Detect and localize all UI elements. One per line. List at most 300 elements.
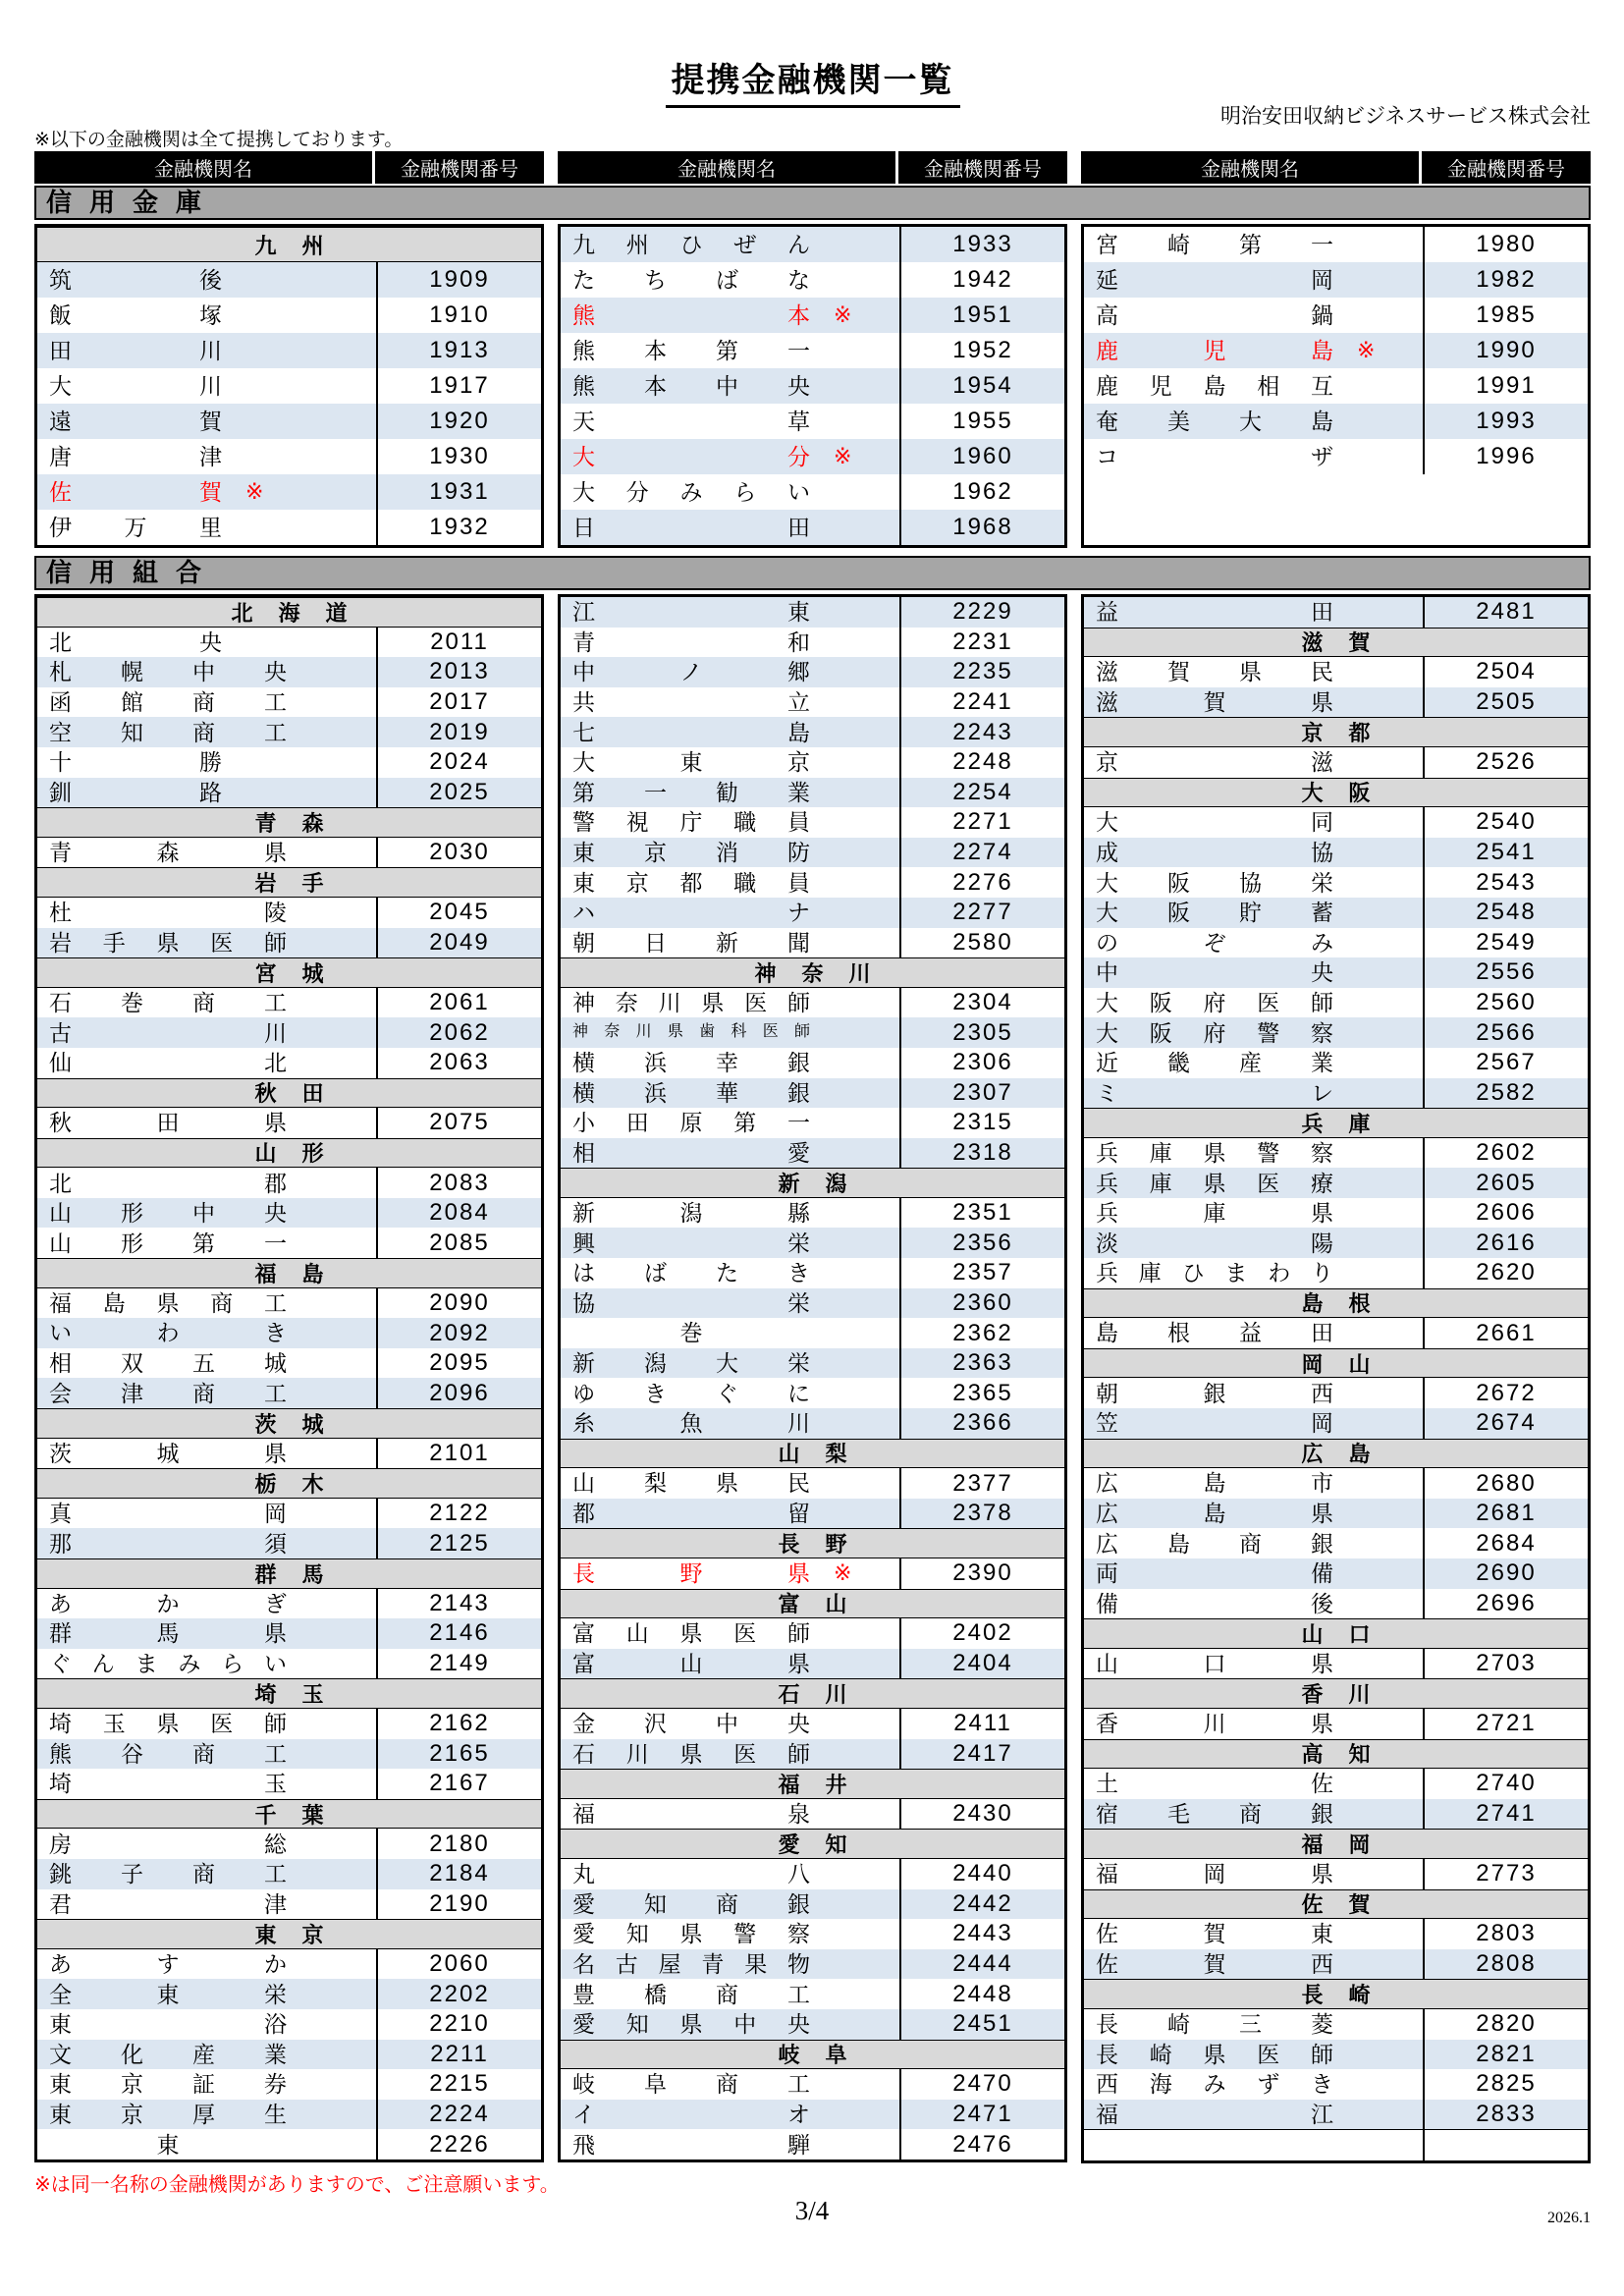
institution-code: 2825 [1476, 2070, 1537, 2098]
institution-code: 2580 [952, 928, 1013, 956]
institution-name: 兵庫県 [1096, 1200, 1333, 1227]
institution-code: 2276 [952, 868, 1013, 896]
institution-code: 2045 [429, 899, 490, 926]
institution-code: 2019 [429, 718, 490, 745]
institution-name: 大分 [572, 443, 810, 469]
same-name-mark: ※ [245, 479, 264, 504]
institution-name: 仙北 [49, 1050, 287, 1076]
name-cell [561, 1378, 901, 1408]
institution-code: 2013 [429, 658, 490, 685]
table-row [37, 1288, 541, 1319]
region-header: 島根 [1084, 1288, 1588, 1319]
institution-code: 1962 [952, 478, 1013, 505]
table-row [37, 439, 541, 474]
institution-code: 2149 [429, 1650, 490, 1677]
region-header: 新潟 [561, 1168, 1064, 1198]
name-cell [37, 1378, 378, 1408]
institution-code: 2616 [1476, 1229, 1537, 1256]
region-header: 岐阜 [561, 2040, 1064, 2070]
name-cell [561, 2069, 901, 2100]
institution-name: 大川 [49, 372, 222, 399]
name-cell [561, 404, 901, 439]
name-cell [1084, 1408, 1425, 1439]
table-row [561, 628, 1064, 658]
name-cell [37, 1528, 378, 1558]
name-cell [37, 657, 378, 687]
table-row [561, 1108, 1064, 1138]
name-cell [1084, 262, 1425, 298]
table-row [37, 1859, 541, 1889]
table-row [561, 1318, 1064, 1348]
table-row [37, 368, 541, 404]
table-row [561, 1859, 1064, 1889]
table-row [561, 298, 1064, 333]
institution-name: 第一勧業 [572, 779, 810, 805]
name-cell [37, 1949, 378, 1980]
institution-code: 1955 [952, 408, 1013, 434]
institution-code: 2243 [952, 718, 1013, 745]
table-row [1084, 1408, 1588, 1439]
region-header: 山梨 [561, 1439, 1064, 1469]
institution-code: 2304 [952, 989, 1013, 1016]
name-cell [37, 2100, 378, 2130]
table-row [1084, 1799, 1588, 1830]
table-row [561, 1709, 1064, 1739]
institution-code: 2674 [1476, 1409, 1537, 1437]
institution-code: 2443 [952, 1920, 1013, 1947]
institution-code: 2017 [429, 688, 490, 716]
institution-name: 広島商銀 [1096, 1530, 1333, 1557]
institution-name: 群馬県 [49, 1620, 287, 1647]
institution-name: 兵庫県医療 [1096, 1170, 1333, 1196]
name-cell [37, 1017, 378, 1048]
institution-name: 熊本中央 [572, 372, 810, 399]
table-row [37, 988, 541, 1018]
table-row [1084, 2009, 1588, 2040]
institution-name: 大阪貯蓄 [1096, 900, 1333, 926]
institution-code: 2548 [1476, 899, 1537, 926]
institution-name: 釧路 [49, 779, 222, 805]
name-cell [1084, 1649, 1425, 1679]
table-row [1084, 1138, 1588, 1169]
institution-code: 2307 [952, 1078, 1013, 1106]
name-cell [561, 1228, 901, 1258]
name-cell [1084, 1799, 1425, 1830]
table-row [561, 1378, 1064, 1408]
institution-name: 糸魚川 [572, 1410, 810, 1437]
header-institution-name: 金融機関名 [34, 151, 375, 184]
name-cell [37, 1288, 378, 1319]
region-header: 山口 [1084, 1618, 1588, 1649]
table-row [37, 838, 541, 868]
institution-code: 2681 [1476, 1500, 1537, 1527]
name-cell [1084, 597, 1425, 628]
name-cell [561, 1258, 901, 1288]
table-row [561, 1889, 1064, 1920]
region-header: 愛知 [561, 1829, 1064, 1859]
institution-code: 2224 [429, 2100, 490, 2127]
table-row [561, 928, 1064, 958]
table-row [561, 1017, 1064, 1048]
region-header: 長野 [561, 1528, 1064, 1558]
institution-code: 1952 [952, 337, 1013, 363]
name-cell [561, 1859, 901, 1889]
header-institution-name: 金融機関名 [558, 151, 898, 184]
institution-name: 延岡 [1096, 266, 1333, 293]
name-cell [561, 1138, 901, 1169]
institution-name: 青森県 [49, 839, 287, 865]
table-row [37, 1017, 541, 1048]
table-row [37, 2100, 541, 2130]
table-row [1084, 1048, 1588, 1078]
region-header: 山形 [37, 1138, 541, 1169]
institution-code: 1930 [429, 443, 490, 469]
name-cell [561, 1799, 901, 1830]
table-row [561, 867, 1064, 898]
table-row [37, 747, 541, 778]
name-cell [37, 928, 378, 958]
institution-code: 1931 [429, 478, 490, 505]
institution-code: 2661 [1476, 1319, 1537, 1346]
region-header: 富山 [561, 1589, 1064, 1619]
name-cell [37, 898, 378, 928]
table-row [1084, 957, 1588, 988]
institution-code: 2833 [1476, 2100, 1537, 2127]
institution-code: 2363 [952, 1349, 1013, 1377]
table-row [1084, 1949, 1588, 1980]
section-bar-shinkin: 信用金庫 [34, 186, 1591, 220]
institution-table [1081, 594, 1591, 2163]
region-header: 青森 [37, 807, 541, 838]
table-row [37, 1499, 541, 1529]
institution-name: ミレ [1096, 1079, 1333, 1106]
name-cell [561, 1017, 901, 1048]
institution-name: 共立 [572, 689, 810, 715]
institution-name: 大同 [1096, 809, 1333, 836]
institution-name: 朝日新聞 [572, 929, 810, 956]
table-row [561, 1258, 1064, 1288]
table-row [561, 1408, 1064, 1439]
table-row [37, 1318, 541, 1348]
footer-note: ※は同一名称の金融機関がありますので、ご注意願います。 [34, 2174, 560, 2196]
institution-name: 熊谷商工 [49, 1740, 287, 1767]
table-row [561, 2100, 1064, 2130]
institution-code: 1910 [429, 301, 490, 328]
institution-name: ぐんまみらい [49, 1651, 287, 1676]
institution-name: 伊万里 [49, 514, 222, 540]
institution-code: 2680 [1476, 1469, 1537, 1497]
name-cell [561, 1739, 901, 1770]
institution-name: コザ [1096, 443, 1333, 469]
institution-name: 山形第一 [49, 1230, 287, 1256]
institution-code: 1954 [952, 372, 1013, 399]
institution-name: 朝銀西 [1096, 1380, 1333, 1406]
institution-name: 秋田県 [49, 1110, 287, 1136]
name-cell [561, 1499, 901, 1529]
table-row [561, 1979, 1064, 2009]
name-cell [561, 2009, 901, 2040]
name-cell [1084, 1017, 1425, 1048]
name-cell [37, 368, 378, 404]
institution-table [34, 594, 544, 2162]
name-cell [37, 510, 378, 545]
institution-name: 中ノ郷 [572, 659, 810, 685]
table-row [561, 474, 1064, 510]
institution-name: のぞみ [1096, 929, 1333, 956]
name-cell [1084, 2100, 1425, 2130]
name-cell [37, 2040, 378, 2070]
institution-code: 2378 [952, 1500, 1013, 1527]
institution-name: 兵庫ひまわり [1096, 1260, 1333, 1286]
institution-name: 淡陽 [1096, 1230, 1333, 1256]
institution-code: 2690 [1476, 1559, 1537, 1587]
institution-name: 房総 [49, 1831, 287, 1857]
table-row [37, 298, 541, 333]
name-cell [1084, 2130, 1425, 2160]
institution-name: 岐阜商工 [572, 2071, 810, 2098]
institution-name: いわき [49, 1320, 287, 1346]
institution-name: 七島 [572, 719, 810, 745]
table-row [1084, 439, 1588, 474]
institution-name: 文化産業 [49, 2041, 287, 2067]
name-cell [1084, 1468, 1425, 1499]
institution-name: 愛知商銀 [572, 1890, 810, 1917]
institution-name: 茨城県 [49, 1440, 287, 1466]
table-row [561, 988, 1064, 1018]
table-row [1084, 2100, 1588, 2130]
institution-name: 北郡 [49, 1170, 287, 1196]
table-row [561, 439, 1064, 474]
name-cell [37, 474, 378, 510]
name-cell [37, 1318, 378, 1348]
name-cell [37, 747, 378, 778]
institution-code: 2211 [430, 2040, 489, 2067]
institution-code: 2740 [1476, 1770, 1537, 1797]
intro-note: ※以下の金融機関は全て提携しております。 [34, 130, 404, 150]
institution-code: 2063 [429, 1049, 490, 1076]
name-cell [561, 1318, 901, 1348]
institution-name: 富山県 [572, 1651, 810, 1676]
empty-row [1084, 2129, 1588, 2160]
table-row [561, 2129, 1064, 2159]
same-name-mark: ※ [834, 302, 852, 327]
name-cell [1084, 1258, 1425, 1288]
table-row [37, 474, 541, 510]
table-row [561, 1348, 1064, 1379]
region-header: 東京 [37, 1919, 541, 1949]
name-cell [37, 717, 378, 747]
name-cell [561, 747, 901, 778]
institution-name: 全東栄 [49, 1981, 287, 2007]
table-row [37, 2069, 541, 2100]
institution-code: 2366 [952, 1409, 1013, 1437]
institution-code: 2254 [952, 778, 1013, 805]
name-cell [561, 807, 901, 838]
institution-code: 2696 [1476, 1589, 1537, 1616]
table-row [37, 778, 541, 808]
institution-code: 2362 [952, 1319, 1013, 1346]
name-cell [37, 298, 378, 333]
institution-code: 2084 [429, 1199, 490, 1227]
table-row [1084, 747, 1588, 778]
region-header: 高知 [1084, 1739, 1588, 1770]
table-row [1084, 1017, 1588, 1048]
table-row [37, 1528, 541, 1558]
institution-name: 滋賀県 [1096, 689, 1333, 715]
name-cell [1084, 1078, 1425, 1109]
institution-name: 北央 [49, 629, 222, 655]
institution-name: 広島市 [1096, 1470, 1333, 1497]
table-row [37, 333, 541, 368]
name-cell [1084, 657, 1425, 687]
table-row [561, 1949, 1064, 1980]
institution-name: 大阪協栄 [1096, 869, 1333, 896]
name-cell [1084, 1168, 1425, 1198]
name-cell [37, 1048, 378, 1078]
table-row [1084, 2040, 1588, 2070]
institution-name: 協栄 [572, 1289, 810, 1316]
name-cell [561, 510, 901, 545]
name-cell [561, 687, 901, 718]
institution-name: 日田 [572, 514, 810, 540]
institution-name: あかぎ [49, 1590, 287, 1616]
name-cell [1084, 1919, 1425, 1949]
table-row [561, 1468, 1064, 1499]
institution-name: 宿毛商銀 [1096, 1800, 1333, 1827]
institution-name: 中央 [1096, 959, 1333, 986]
institution-code: 2215 [429, 2070, 490, 2098]
institution-code: 1996 [1476, 443, 1537, 469]
region-header: 石川 [561, 1678, 1064, 1709]
institution-name: 筑後 [49, 266, 222, 293]
institution-name: 横浜華銀 [572, 1079, 810, 1106]
institution-code: 2556 [1476, 958, 1537, 986]
table-row [1084, 898, 1588, 928]
institution-name: 埼玉県医師 [49, 1711, 287, 1737]
name-cell [37, 1499, 378, 1529]
table-row [561, 333, 1064, 368]
institution-name: 熊本 [572, 301, 810, 328]
institution-name: 名古屋青果物 [572, 1950, 810, 1977]
table-row [37, 1709, 541, 1739]
institution-name: 福島県商工 [49, 1289, 287, 1316]
table-row [1084, 838, 1588, 868]
institution-name: 函館商工 [49, 689, 287, 715]
table-row [1084, 1919, 1588, 1949]
institution-name: 那須 [49, 1530, 287, 1557]
institution-code: 2540 [1476, 808, 1537, 836]
institution-name: たちばな [572, 266, 810, 293]
table-row [1084, 298, 1588, 333]
table-row [37, 1829, 541, 1859]
institution-code: 2741 [1476, 1800, 1537, 1828]
institution-code: 2440 [952, 1860, 1013, 1887]
name-cell [37, 1889, 378, 1920]
region-header: 北海道 [37, 597, 541, 628]
institution-code: 2620 [1476, 1259, 1537, 1286]
institution-name: 長崎県医師 [1096, 2041, 1333, 2067]
table-row [37, 2040, 541, 2070]
region-header: 群馬 [37, 1558, 541, 1589]
name-cell [37, 2129, 378, 2159]
name-cell [37, 1348, 378, 1379]
institution-code: 2060 [429, 1950, 490, 1978]
institution-name: イオ [572, 2101, 810, 2127]
institution-code: 1913 [429, 337, 490, 363]
region-header: 千葉 [37, 1799, 541, 1830]
table-row [37, 717, 541, 747]
table-row [37, 928, 541, 958]
institution-name: 小田原第一 [572, 1110, 810, 1136]
institution-name: 高鍋 [1096, 301, 1333, 328]
edition-label: 2026.1 [1547, 2210, 1591, 2226]
name-cell [37, 628, 378, 658]
institution-name: 備後 [1096, 1590, 1333, 1616]
table-row [561, 510, 1064, 545]
table-row [37, 1649, 541, 1679]
institution-name: 益田 [1096, 599, 1333, 626]
sections-container [34, 186, 1591, 2163]
institution-code: 2229 [952, 598, 1013, 626]
table-row [37, 687, 541, 718]
table-row [37, 657, 541, 687]
header-institution-number: 金融機関番号 [401, 159, 518, 181]
table-row [1084, 368, 1588, 404]
institution-name: 大分みらい [572, 478, 810, 505]
table-row [1084, 333, 1588, 368]
institution-name: 警視庁職員 [572, 809, 810, 836]
region-header: 九州 [37, 227, 541, 262]
table-row [1084, 1589, 1588, 1619]
table-row [37, 2129, 541, 2159]
name-cell [561, 778, 901, 808]
table-row [1084, 262, 1588, 298]
page-number: 3/4 [794, 2196, 830, 2225]
name-cell [561, 262, 901, 298]
section-tables [34, 594, 1591, 2163]
table-row [561, 838, 1064, 868]
column-headers [34, 151, 1591, 184]
name-cell [561, 1108, 901, 1138]
section-tables [34, 224, 1591, 548]
institution-code: 1942 [952, 266, 1013, 293]
name-cell [561, 1468, 901, 1499]
name-cell [561, 439, 901, 474]
institution-code: 2471 [952, 2100, 1013, 2127]
table-row [37, 1228, 541, 1258]
name-cell [561, 1558, 901, 1589]
same-name-mark: ※ [1357, 338, 1376, 362]
name-cell [37, 1859, 378, 1889]
table-row [561, 2009, 1064, 2040]
institution-code: 2672 [1476, 1379, 1537, 1406]
institution-name: 香川県 [1096, 1711, 1333, 1737]
table-row [37, 1618, 541, 1649]
institution-code: 2083 [429, 1169, 490, 1196]
name-cell [561, 1709, 901, 1739]
name-cell [561, 1949, 901, 1980]
institution-code: 1993 [1476, 408, 1537, 434]
table-row [561, 898, 1064, 928]
institution-code: 2248 [952, 748, 1013, 776]
name-cell [1084, 1499, 1425, 1529]
name-cell [1084, 838, 1425, 868]
table-row [1084, 227, 1588, 262]
institution-code: 2351 [952, 1199, 1013, 1227]
institution-code: 2096 [429, 1379, 490, 1406]
institution-code: 2274 [952, 839, 1013, 866]
institution-name: 飯塚 [49, 301, 222, 328]
